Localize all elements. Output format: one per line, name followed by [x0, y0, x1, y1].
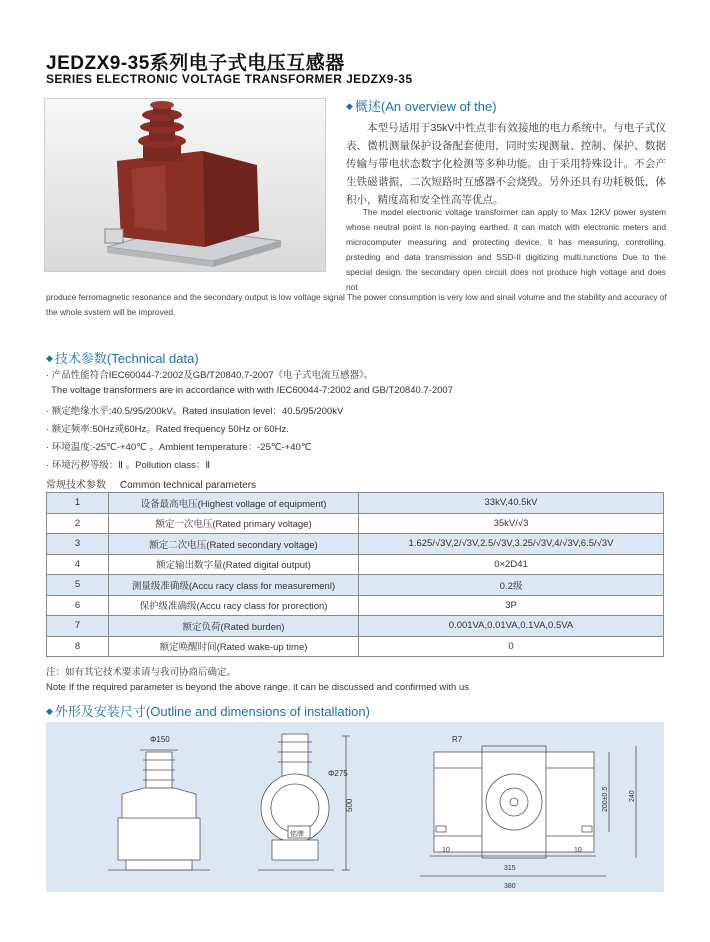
technical-heading [46, 348, 199, 367]
bullet-diamond-icon: ◆ [346, 101, 353, 111]
row-value: 1.625/√3V,2/√3V,2.5/√3V,3.25/√3V,4/√3V,6.5/√3V [359, 534, 664, 555]
dimension-drawings [46, 722, 664, 892]
row-parameter: 额定输出数字量(Rated digital output) [109, 554, 359, 575]
row-parameter: 额定唤醒时间(Rated wake-up time) [109, 636, 359, 657]
spec-line: · 环境温度:-25℃-+40℃ 。Ambient temperature：-25℃-+40℃ [46, 442, 312, 453]
side-view [258, 734, 350, 870]
row-number: 6 [47, 595, 109, 616]
dim-r7: R7 [452, 735, 463, 744]
row-number: 8 [47, 636, 109, 657]
spec-line: · 额定频率:50Hz或60Hz。Rated frequency 50Hz or 60Hz. [46, 424, 289, 435]
table-caption: 常规技术参数 Common technical parameters [46, 480, 257, 491]
dim-10-right: 10 [574, 847, 582, 854]
row-value: 0×2D41 [359, 554, 664, 575]
bullet-diamond-icon: ◆ [46, 353, 53, 363]
outline-heading [46, 701, 370, 720]
dim-240: 240 [629, 790, 636, 802]
page-subtitle: SERIES ELECTRONIC VOLTAGE TRANSFORMER JEDZX9-35 [46, 72, 413, 86]
row-parameter: 额定负荷(Rated burden) [109, 616, 359, 637]
dim-315: 315 [504, 865, 516, 872]
row-value: 0.2级 [359, 575, 664, 596]
row-number: 5 [47, 575, 109, 596]
outline-drawing [46, 722, 664, 892]
dim-500: 500 [345, 798, 354, 812]
spec-line: · 产品性能符合IEC60044-7:2002及GB/T20840.7-2007《电子式电流互感器》。 [46, 370, 374, 381]
table-row [47, 636, 664, 657]
row-value: 33kV,40.5kV [359, 493, 664, 514]
bullet-diamond-icon: ◆ [46, 706, 53, 716]
row-parameter: 测量级准确级(Accu racy class for measuremenl) [109, 575, 359, 596]
row-value: 35kV/√3 [359, 513, 664, 534]
row-number: 4 [47, 554, 109, 575]
overview-cn-text: 本型号适用于35kV中性点非有效接地的电力系统中。与电子式仪表、微机测量保护设备配套使用，同时实现测量、控制、保护、数据传输与带电状态数字化检测等多种功能。由于采用特殊设计。不会产生铁磁谐振，二次短路时互感器不会烧毁。另外还具有功耗极低，体积小，精度高和安全性高等优点。 [346, 122, 666, 206]
overview-heading-text: 概述(An overview of the) [354, 99, 497, 114]
table-row [47, 493, 664, 514]
spec-line: The voltage transformers are in accordance with with IEC60044-7:2002 and GB/T20840.7-2007 [46, 385, 453, 396]
front-view [108, 750, 210, 870]
note-en: Note If the required parameter is beyond the above range. it can be discussed and confirmed with us [46, 682, 469, 693]
product-photo [44, 98, 326, 272]
spec-line: · 环境污秽等级：Ⅱ 。Pollution class：Ⅱ [46, 460, 211, 471]
table-row [47, 513, 664, 534]
table-row [47, 616, 664, 637]
overview-en-text-continued: produce ferromagnetic resonance and the secondary output is low voltage signal The power consumption is very low and sinail volume and the stability and accuracy of the whole svstem will be improved. [46, 292, 667, 317]
row-value: 0 [359, 636, 664, 657]
parameters-table [46, 492, 664, 657]
row-parameter: 设备最高电压(Highest vollage of equipment) [109, 493, 359, 514]
dim-380: 380 [504, 883, 516, 890]
dim-phi275: Φ275 [328, 769, 348, 778]
row-number: 2 [47, 513, 109, 534]
row-parameter: 额定二次电压(Rated secondary voltage) [109, 534, 359, 555]
technical-heading-text: 技术参数(Technical data) [54, 351, 199, 366]
row-parameter: 额定一次电压(Rated primary voltage) [109, 513, 359, 534]
row-parameter: 保护级准确级(Accu racy class for prorection) [109, 595, 359, 616]
page-title: JEDZX9-35系列电子式电压互感器 [46, 53, 345, 74]
dim-200: 200±0.5 [602, 786, 609, 812]
overview-en-text: The model electronic voltage transformer can apply to Max 12KV power system whose neutral point is non-paying earthed. it can match with electronic meters and microcomputer measuring and protecting device. It has measuring, controlling. prsteding and data transmission and SSD-II digitizing multi.runctions Due to the special design. the secondary open circuit does not produce high voltage and does not [346, 207, 666, 292]
row-number: 1 [47, 493, 109, 514]
dim-phi150: Φ150 [150, 735, 170, 744]
spec-line: · 额定绝缘水平:40.5/95/200kV。Rated insulation level：40.5/95/200kV [46, 406, 344, 417]
outline-heading-text: 外形及安装尺寸(Outline and dimensions of installation) [54, 704, 370, 719]
row-number: 7 [47, 616, 109, 637]
row-value: 3P [359, 595, 664, 616]
table-row [47, 554, 664, 575]
row-number: 3 [47, 534, 109, 555]
row-value: 0.001VA,0.01VA,0.1VA,0.5VA [359, 616, 664, 637]
table-row [47, 534, 664, 555]
transformer-illustration [45, 99, 325, 271]
table-row [47, 575, 664, 596]
nameplate-label: 铭牌 [290, 831, 304, 838]
table-row [47, 595, 664, 616]
note-cn: 注：如有其它技术要求请与我司协商后确定。 [46, 667, 237, 678]
overview-heading [346, 96, 497, 115]
dim-10-left: 10 [442, 847, 450, 854]
